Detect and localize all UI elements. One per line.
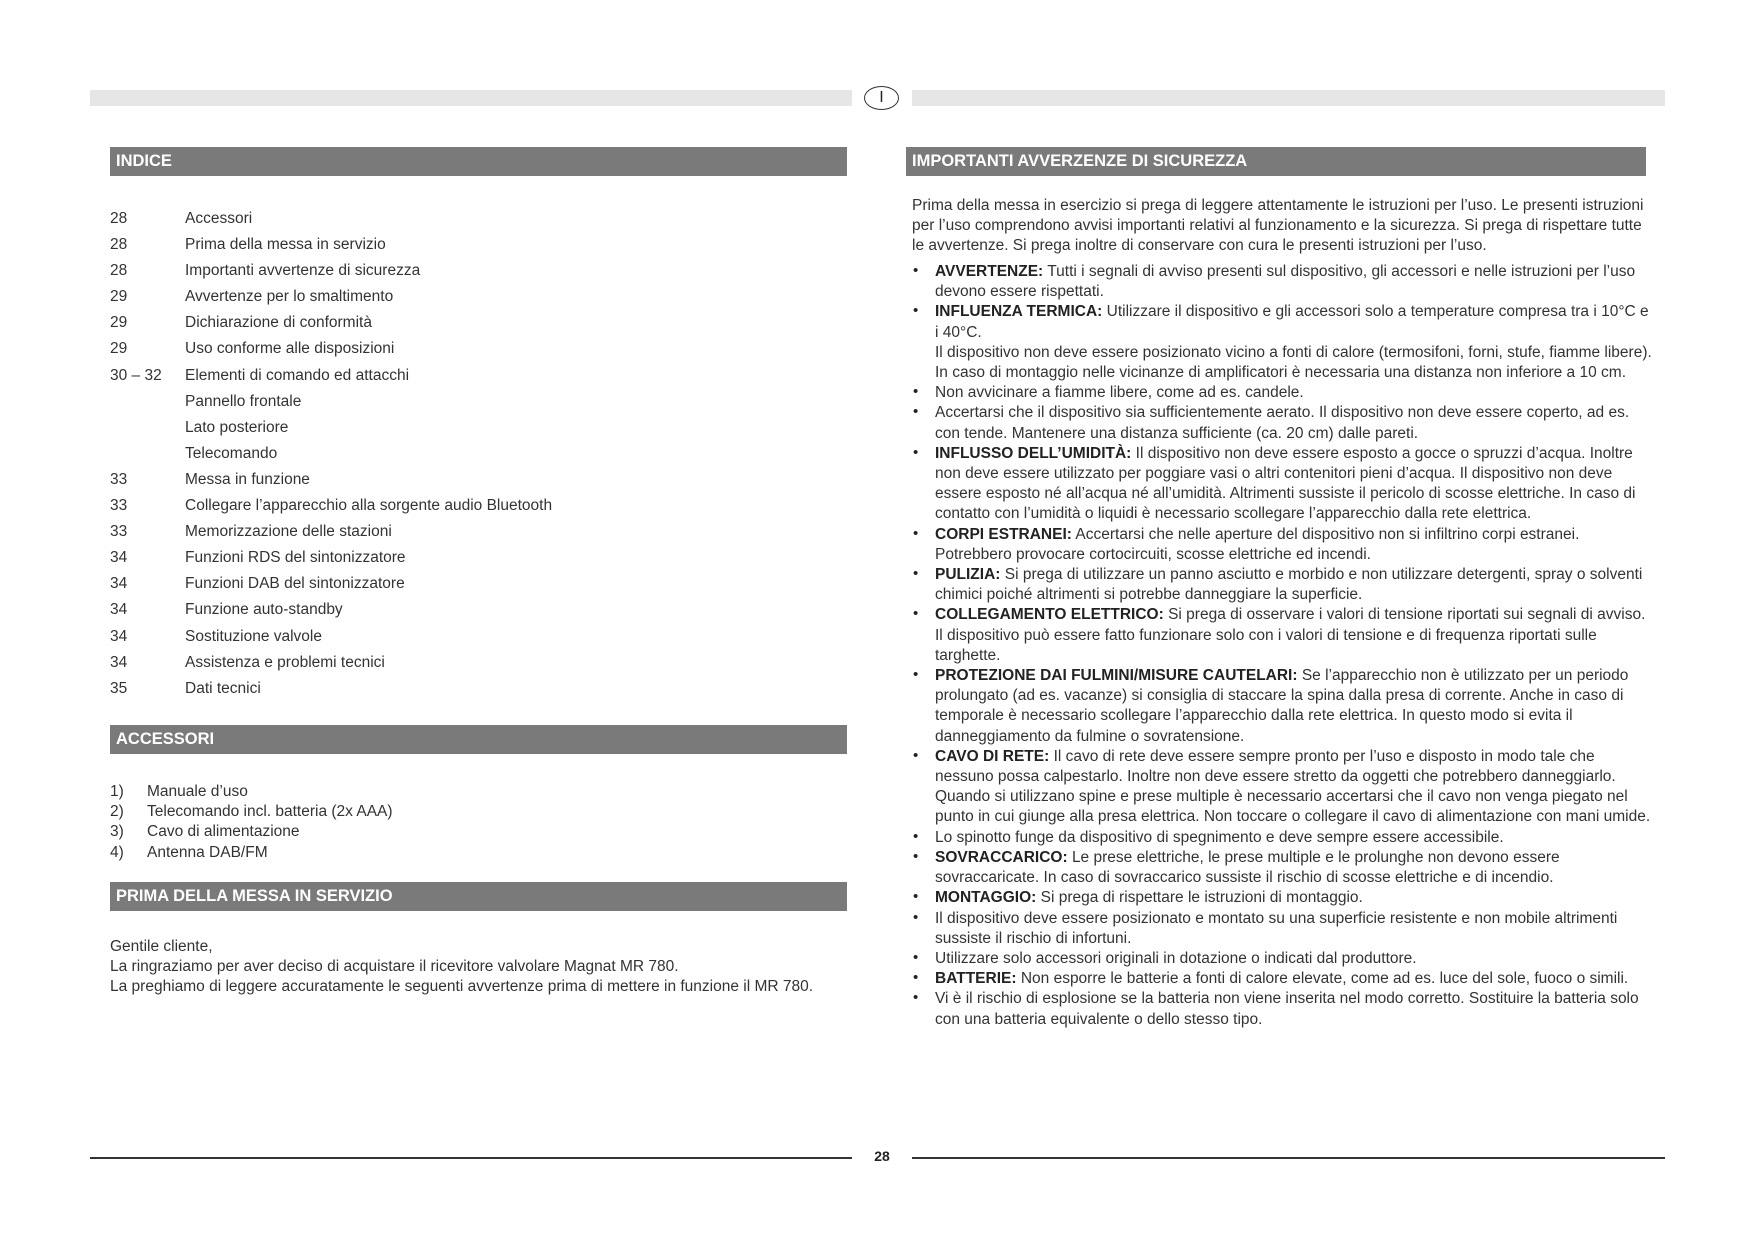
toc-page-number: 28: [110, 262, 128, 280]
safety-bullet-text: Si prega di utilizzare un panno asciutto e morbido e non utilizzare detergenti, spray o solventi chimici poiché altrimenti si potrebbe danneggiare la superficie.: [935, 566, 1643, 604]
toc-page-number: 34: [110, 575, 128, 593]
safety-bullet-text: Utilizzare solo accessori originali in dotazione o indicati dal produttore.: [935, 949, 1417, 967]
toc-page-number: 34: [110, 653, 128, 671]
safety-bullet-text: Non esporre le batterie a fonti di calore elevate, come ad es. luce del sole, fuoco o simili.: [1020, 970, 1629, 988]
safety-bullet: [912, 525, 1652, 565]
accessory-label: Telecomando incl. batteria (2x AAA): [147, 803, 393, 821]
toc-entry-label: Dati tecnici: [185, 679, 261, 697]
safety-bullet-text: Vi è il rischio di esplosione se la batteria non viene inserita nel modo corretto. Sostituire la batteria solo con una batteria equivalente o dello stesso tipo.: [935, 990, 1639, 1028]
safety-bullet: [912, 848, 1652, 888]
safety-bullet-label: AVVERTENZE:: [935, 263, 1044, 280]
toc-page-number: 30 – 32: [110, 366, 162, 384]
safety-bullet: [912, 383, 1652, 403]
toc-entry-label: Memorizzazione delle stazioni: [185, 523, 392, 541]
safety-bullet-text: Tutti i segnali di avviso presenti sul dispositivo, gli accessori e nelle istruzioni per l’uso devono essere rispettati.: [935, 263, 1636, 301]
safety-bullet-label: CORPI ESTRANEI:: [935, 525, 1072, 543]
toc-entry-label: Lato posteriore: [185, 418, 289, 436]
first-use-title: PRIMA DELLA MESSA IN SERVIZIO: [110, 882, 847, 911]
toc-page-number: 28: [110, 210, 128, 227]
toc-entry: [110, 545, 552, 571]
safety-bullet: [912, 969, 1652, 989]
toc-page-number: 33: [110, 497, 128, 515]
accessory-label: Manuale d’uso: [147, 783, 248, 800]
accessory-item: [110, 802, 393, 822]
safety-bullet-text: Utilizzare il dispositivo e gli accessori solo a temperature compresa tra i 10°C e i 40°C.: [935, 303, 1649, 341]
safety-bullet-text: Il dispositivo deve essere posizionato e montato su una superficie resistente e non mobile altrimenti sussiste il rischio di infortuni.: [935, 909, 1618, 947]
toc-page-number: 29: [110, 340, 128, 358]
safety-bullet-label: SOVRACCARICO:: [935, 848, 1068, 866]
toc-page-number: 29: [110, 314, 128, 332]
safety-bullet-label: PULIZIA:: [935, 566, 1001, 584]
toc-entry-label: Assistenza e problemi tecnici: [185, 653, 385, 671]
accessory-number: 4): [110, 843, 124, 861]
safety-bullet-label: INFLUSSO DELL’UMIDITÀ:: [935, 444, 1132, 462]
safety-list: [912, 262, 1652, 1030]
toc-entry: [110, 467, 552, 493]
accessory-number: 1): [110, 783, 124, 800]
toc-page-number: 34: [110, 601, 128, 619]
toc-entry: [110, 415, 552, 441]
toc-entry: [110, 258, 552, 284]
accessory-number: 2): [110, 803, 124, 821]
toc-entry-label: Telecomando: [185, 444, 278, 462]
toc-entry: [110, 571, 552, 597]
safety-bullet-text: Lo spinotto funge da dispositivo di spegnimento e deve sempre essere accessibile.: [935, 828, 1504, 846]
safety-bullet-text: Se l’apparecchio non è utilizzato per un periodo prolungato (ad es. vacanze) si consiglia di staccare la spina dalla presa di corrente. Anche in caso di temporale è necessario scollegare l’apparecchio dalla rete elettrica. In questo modo si evita il danneggiamento da fulmine o sovratensione.: [935, 667, 1629, 745]
toc-entry: [110, 336, 552, 362]
toc-page-number: 35: [110, 679, 128, 697]
language-badge: I: [864, 86, 899, 110]
toc-entry-label: Prima della messa in servizio: [185, 236, 386, 254]
toc-entry: [110, 519, 552, 545]
header-bar-left: [90, 90, 852, 106]
toc-entry: [110, 363, 552, 389]
accessory-item: [110, 822, 393, 842]
toc-page-number: 29: [110, 288, 128, 306]
toc-entry: [110, 232, 552, 258]
safety-bullet: [912, 828, 1652, 848]
toc-entry-label: Sostituzione valvole: [185, 627, 322, 645]
toc-entry-label: Messa in funzione: [185, 470, 310, 488]
greeting-line: Gentile cliente,: [110, 938, 213, 955]
safety-bullet: [912, 888, 1652, 908]
safety-bullet-text: Accertarsi che nelle aperture del dispositivo non si infiltrino corpi estranei. Potrebbero provocare cortocircuiti, scosse elettriche ed incendi.: [935, 525, 1580, 563]
safety-bullet-text: Il dispositivo non deve essere esposto a gocce o spruzzi d’acqua. Inoltre non deve essere utilizzato per poggiare vasi o altri contenitori pieni d’acqua. Il dispositivo non deve essere esposto né all’acqua né all’umidità. Altrimenti sussiste il pericolo di scosse elettriche. In caso di contatto con l’umidità o liquidi è necessario scollegare l’apparecchio dalla rete elettrica.: [935, 444, 1636, 523]
toc-page-number: 34: [110, 627, 128, 645]
safety-bullet-text: Le prese elettriche, le prese multiple e le prolunghe non devono essere sovraccaricate. In caso di sovraccarico sussiste il rischio di scosse elettriche e di incendio.: [935, 848, 1560, 887]
safety-bullet-label: COLLEGAMENTO ELETTRICO:: [935, 606, 1164, 624]
safety-bullet-label: MONTAGGIO:: [935, 889, 1037, 907]
footer-rule-left: [90, 1157, 852, 1159]
safety-bullet: [912, 747, 1652, 828]
toc-entry-label: Uso conforme alle disposizioni: [185, 340, 395, 358]
toc-entry: [110, 206, 552, 232]
page-number: 28: [874, 1148, 890, 1164]
safety-bullet: [912, 302, 1652, 383]
safety-intro: Prima della messa in esercizio si prega di leggere attentamente le istruzioni per l’uso. Le presenti istruzioni per l’uso comprendono avvisi importanti relativi al funzionamento e la sicurezza. Si prega di rispettare tutte le avvertenze. Si prega inoltre di conservare con cura le presenti istruzioni per l’uso.: [912, 197, 1644, 255]
safety-bullet: [912, 403, 1652, 443]
first-use-text: [110, 937, 813, 998]
accessories-title: ACCESSORI: [110, 725, 847, 754]
safety-bullet: [912, 444, 1652, 525]
safety-bullet-label: PROTEZIONE DAI FULMINI/MISURE CAUTELARI:: [935, 667, 1298, 685]
toc-entry: [110, 310, 552, 336]
safety-bullet-text: Si prega di rispettare le istruzioni di montaggio.: [1040, 889, 1363, 907]
header-bar-right: [912, 90, 1665, 106]
toc-title: INDICE: [110, 147, 847, 176]
footer-rule-right: [912, 1157, 1665, 1159]
toc-page-number: 34: [110, 549, 128, 567]
accessory-item: [110, 843, 393, 863]
accessories-list: [110, 782, 393, 863]
toc-entry-label: Avvertenze per lo smaltimento: [185, 288, 394, 306]
toc-entry: [110, 493, 552, 519]
accessory-number: 3): [110, 823, 124, 841]
toc-page-number: 33: [110, 470, 128, 488]
safety-bullet-text: Si prega di osservare i valori di tensione riportati sui segnali di avviso. Il dispositivo può essere fatto funzionare solo con i valori di tensione e di frequenza riportati sulle targhette.: [935, 606, 1646, 664]
toc-entry-label: Accessori: [185, 210, 253, 227]
accessory-label: Antenna DAB/FM: [147, 843, 268, 861]
accessory-item: [110, 782, 393, 802]
safety-bullet-label: INFLUENZA TERMICA:: [935, 303, 1103, 321]
toc-entry: [110, 650, 552, 676]
thanks-line: La ringraziamo per aver deciso di acquistare il ricevitore valvolare Magnat MR 780.: [110, 958, 679, 976]
toc-entry-label: Funzione auto-standby: [185, 601, 343, 619]
safety-bullet: [912, 666, 1652, 747]
table-of-contents: [110, 206, 552, 702]
safety-bullet: [912, 605, 1652, 666]
safety-bullet-text: Non avvicinare a fiamme libere, come ad es. candele.: [935, 384, 1304, 402]
toc-page-number: 28: [110, 236, 128, 254]
safety-bullet: [912, 989, 1652, 1029]
toc-entry-label: Collegare l’apparecchio alla sorgente audio Bluetooth: [185, 497, 553, 515]
toc-entry: [110, 284, 552, 310]
toc-entry: [110, 624, 552, 650]
toc-entry-label: Dichiarazione di conformità: [185, 314, 372, 332]
safety-bullet-text: Il cavo di rete deve essere sempre pronto per l’uso e disposto in modo tale che nessuno possa calpestarlo. Inoltre non deve essere stretto da oggetti che potrebbero danneggiarlo. Quando si utilizzano spine e prese multiple è necessario accertarsi che il cavo non venga piegato nel punto in cui giunge alla presa elettrica. Non toccare o collegare il cavo di alimentazione con mani umide.: [935, 747, 1651, 826]
toc-entry: [110, 597, 552, 623]
toc-entry-label: Funzioni DAB del sintonizzatore: [185, 575, 405, 593]
toc-page-number: 33: [110, 523, 128, 541]
toc-entry-label: Funzioni RDS del sintonizzatore: [185, 549, 406, 567]
safety-title: IMPORTANTI AVVERZENZE DI SICUREZZA: [906, 147, 1646, 176]
accessory-label: Cavo di alimentazione: [147, 823, 300, 841]
safety-bullet: [912, 909, 1652, 949]
read-instructions-line: La preghiamo di leggere accuratamente le seguenti avvertenze prima di mettere in funzione il MR 780.: [110, 978, 814, 996]
safety-bullet-label: BATTERIE:: [935, 970, 1017, 988]
toc-entry: [110, 676, 552, 702]
safety-bullet-extra: Il dispositivo non deve essere posizionato vicino a fonti di calore (termosifoni, forni, stufe, fiamme libere). In caso di montaggio nelle vicinanze di amplificatori è necessaria una distanza non inferiore a 10 cm.: [935, 343, 1652, 382]
toc-entry: [110, 441, 552, 467]
safety-bullet-label: CAVO DI RETE:: [935, 747, 1050, 765]
toc-entry-label: Importanti avvertenze di sicurezza: [185, 262, 421, 280]
safety-bullet: [912, 949, 1652, 969]
toc-entry-label: Pannello frontale: [185, 392, 302, 410]
safety-bullet-text: Accertarsi che il dispositivo sia sufficientemente aerato. Il dispositivo non deve essere coperto, ad es. con tende. Mantenere una distanza sufficiente (ca. 20 cm) dalle pareti.: [935, 404, 1630, 442]
safety-bullet: [912, 565, 1652, 605]
toc-entry-label: Elementi di comando ed attacchi: [185, 366, 410, 384]
toc-entry: [110, 389, 552, 415]
safety-bullet: [912, 262, 1652, 302]
